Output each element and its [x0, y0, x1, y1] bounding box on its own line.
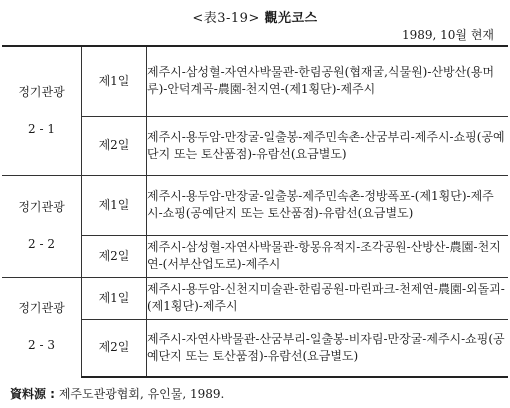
- source-label: 資料源 :: [10, 387, 55, 401]
- table-row: [2, 46, 508, 116]
- route-text: 제주시-용두암-만장굴-일출봉-제주민속촌-산굼부리-제주시-쇼핑(공예단지 또는 토산품점)-유람선(요금별도): [147, 116, 509, 175]
- table-row: [2, 277, 508, 319]
- group-number: 2 - 2: [28, 237, 55, 251]
- table-row: [2, 175, 508, 235]
- table-number: <表3-19>: [192, 11, 260, 26]
- day-label: 제2일: [82, 235, 147, 277]
- route-text: 제주시-용두암-만장굴-일출봉-제주민속촌-정방폭포-(제1횡단)-제주시-쇼핑(공예단지 또는 토산품점)-유람선(요금별도): [147, 175, 509, 235]
- source-text: 제주도관광협회, 유인물, 1989.: [58, 387, 225, 401]
- as-of-date: 1989, 10월 현재: [401, 28, 494, 42]
- source-note: [10, 385, 224, 402]
- tour-course-table: [2, 45, 508, 378]
- table-name: 觀光코스: [264, 11, 318, 26]
- group-name: 정기관광: [18, 200, 65, 214]
- group-cell: [2, 277, 82, 377]
- day-label: 제1일: [82, 46, 147, 116]
- day-label: 제1일: [82, 277, 147, 319]
- day-label: 제1일: [82, 175, 147, 235]
- group-cell: [2, 46, 82, 175]
- group-cell: [2, 175, 82, 277]
- group-number: 2 - 1: [28, 121, 55, 136]
- group-name: 정기관광: [18, 84, 65, 99]
- table-title: [0, 7, 510, 26]
- group-number: 2 - 3: [28, 338, 55, 353]
- group-name: 정기관광: [18, 301, 65, 316]
- route-text: 제주시-삼성혈-자연사박물관-항몽유적지-조각공원-산방산-農園-천지연-(서부산업도로)-제주시: [147, 235, 509, 277]
- route-text: 제주시-용두암-신천지미술관-한림공원-마린파크-천제연-農園-외돌괴-(제1횡단)-제주시: [147, 277, 509, 319]
- route-text: 제주시-삼성혈-자연사박물관-한림공원(협재굴,식물원)-산방산(용머루)-안덕계곡-農園-천지연-(제1횡단)-제주시: [147, 46, 509, 116]
- day-label: 제2일: [82, 319, 147, 377]
- route-text: 제주시-자연사박물관-산굼부리-일출봉-비자림-만장굴-제주시-쇼핑(공예단지 또는 토산품점)-유람선(요금별도): [147, 319, 509, 377]
- day-label: 제2일: [82, 116, 147, 175]
